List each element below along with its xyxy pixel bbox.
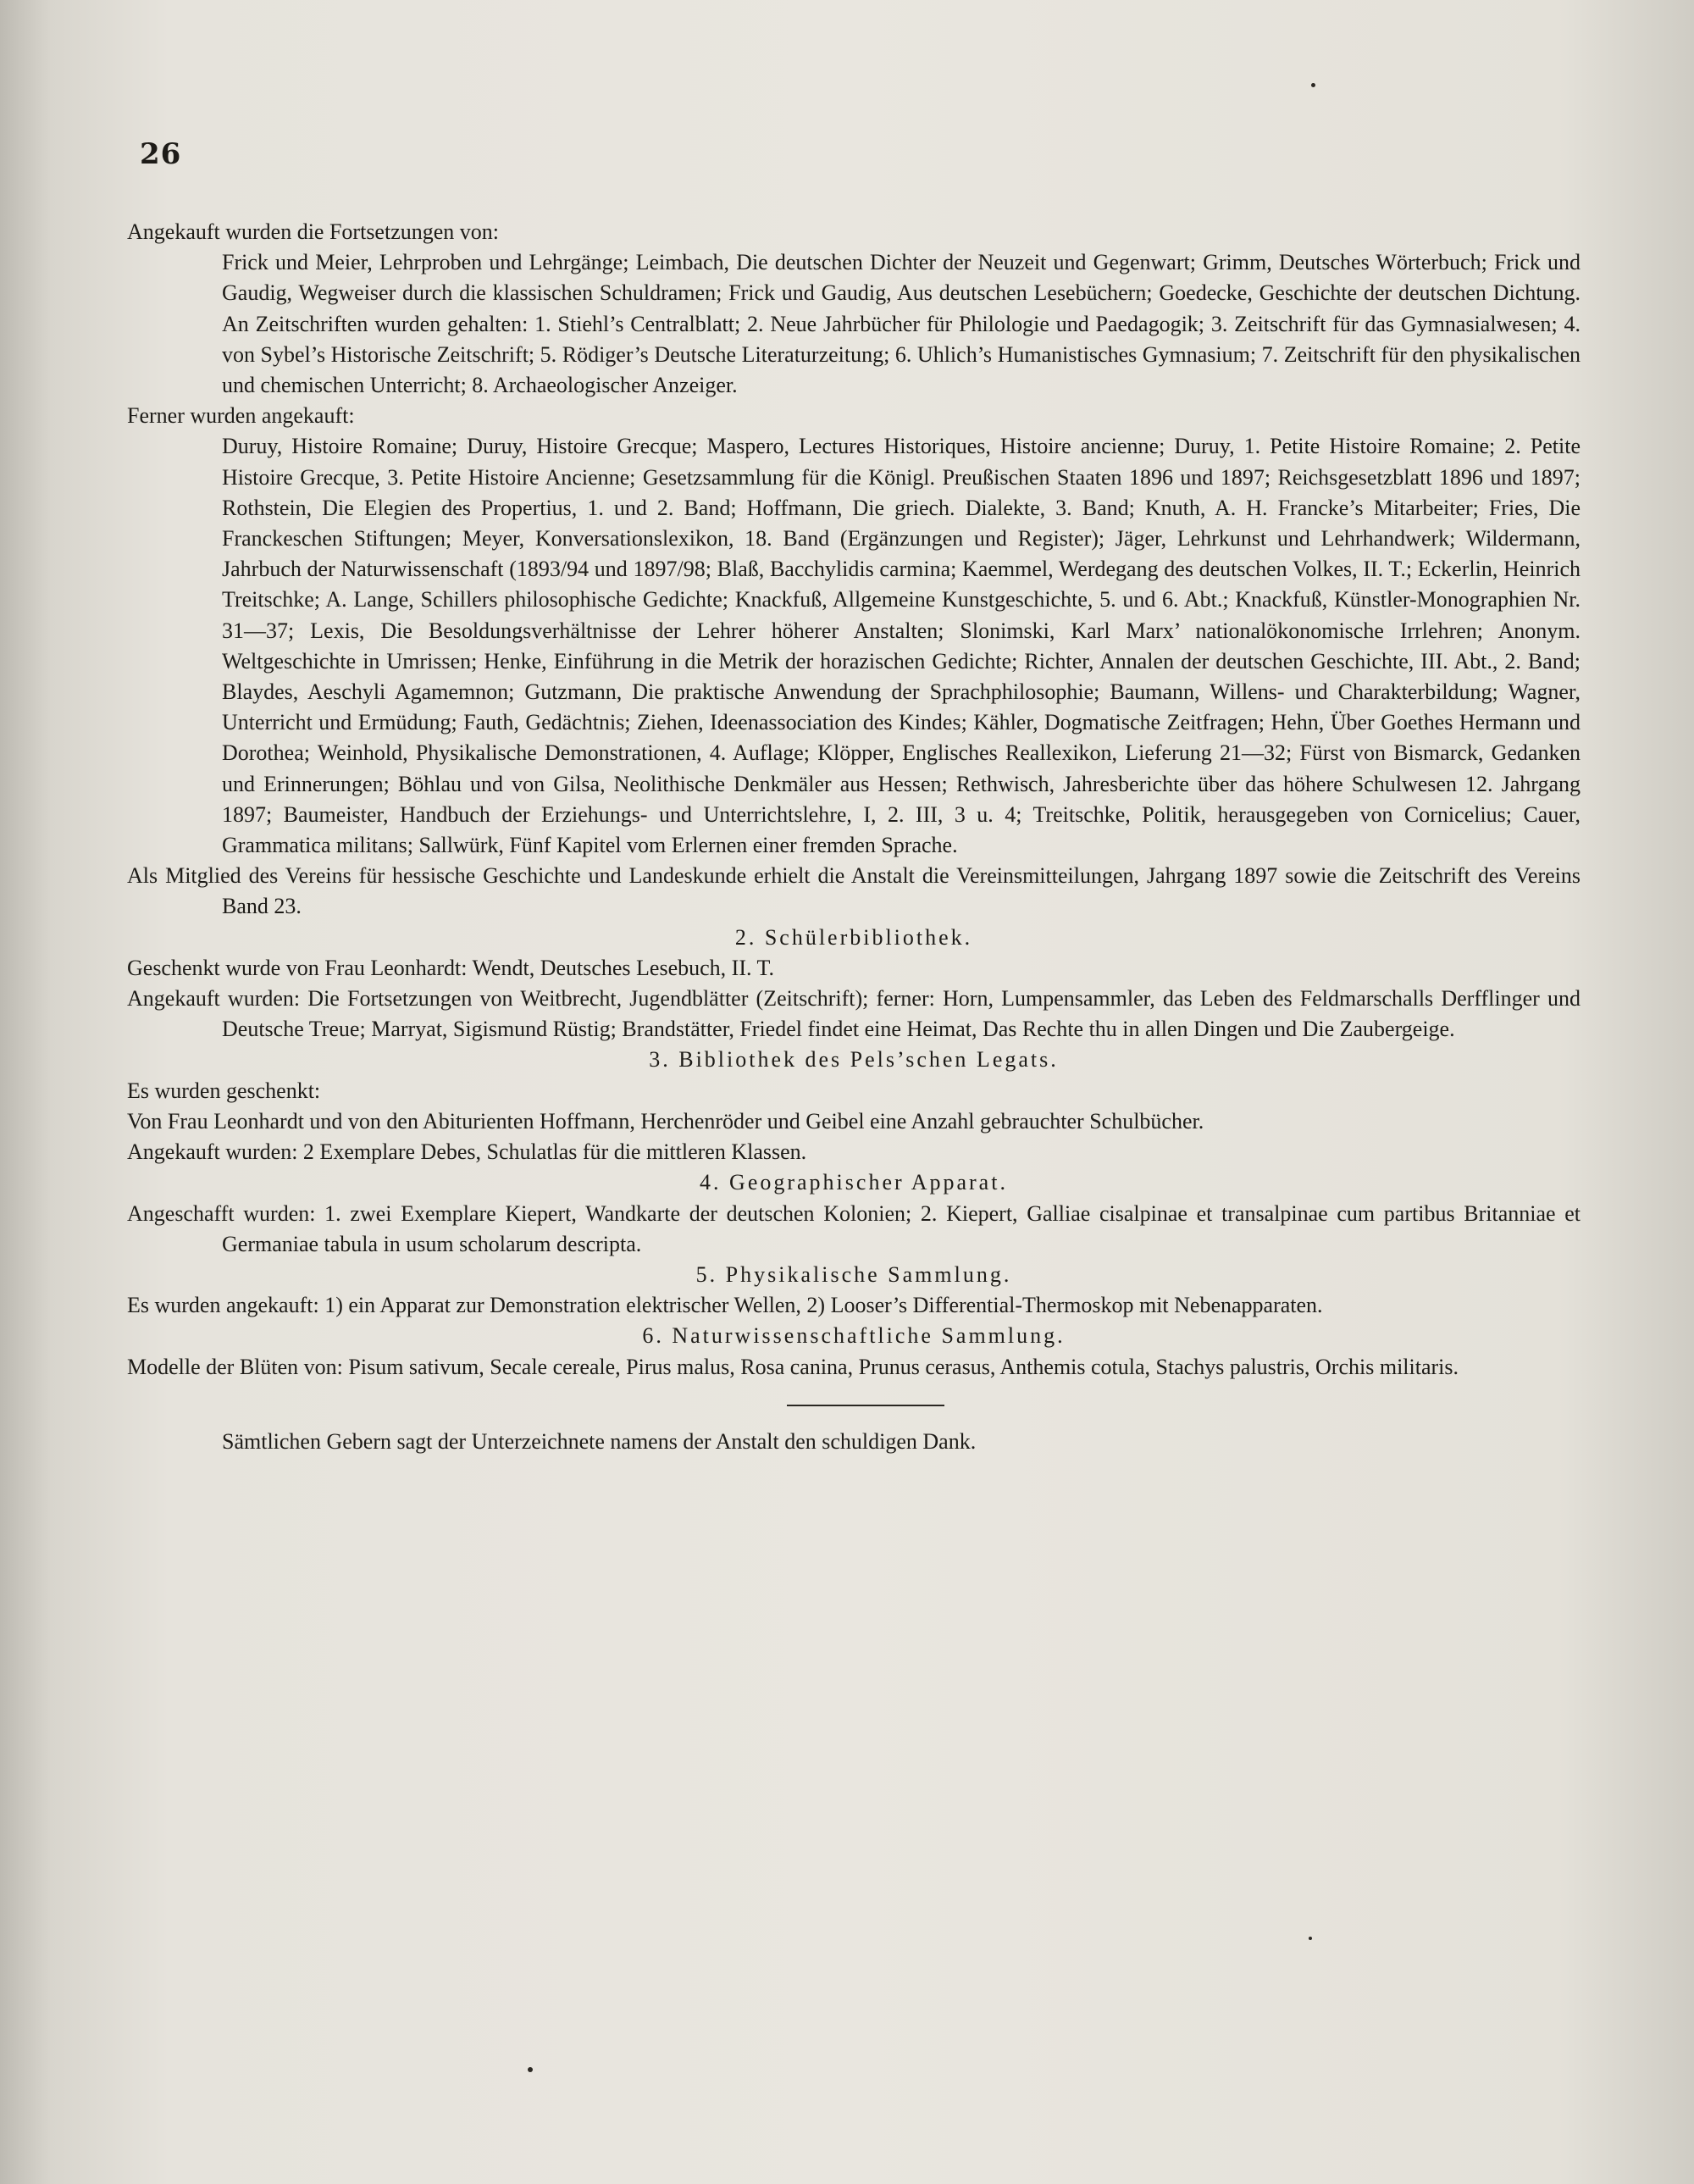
paragraph-intro-continuations: Angekauft wurden die Fortsetzungen von:	[127, 219, 500, 244]
paragraph-atlas-purchase: Angekauft wurden: 2 Exemplare Debes, Schulatlas für die mittleren Klassen.	[127, 1139, 807, 1165]
section-heading-pels-legat: 3. Bibliothek des Pels’schen Legats.	[649, 1047, 1059, 1073]
separator-rule	[787, 1405, 944, 1406]
section-heading-schuelerbibliothek: 2. Schülerbibliothek.	[734, 924, 973, 950]
print-speck	[1309, 1937, 1312, 1940]
paragraph-intro-further-purchases: Ferner wurden angekauft:	[127, 403, 355, 429]
paragraph-intro-gifts: Es wurden geschenkt:	[127, 1078, 321, 1103]
paragraph-physics-purchases: Es wurden angekauft: 1) ein Apparat zur Demonstration elektrischer Wellen, 2) Looser’s Differential-Thermoskop mit Nebenapparaten.	[127, 1293, 1323, 1318]
print-speck	[528, 2067, 533, 2072]
page-number: 26	[140, 137, 182, 171]
paragraph-gifts-list: Von Frau Leonhardt und von den Abiturienten Hoffmann, Herchenröder und Geibel eine Anzahl gebrauchter Schulbücher.	[127, 1108, 1204, 1134]
paragraph-student-library-purchases: Angekauft wurden: Die Fortsetzungen von Weitbrecht, Jugendblätter (Zeitschrift); ferner: Horn, Lumpensammler, das Leben des Feldmarschalls Derfflinger und Deutsche Treue; Marryat, Sigismund Rüstig; Brandstätter, Friedel findet eine Heimat, Das Rechte thu in allen Dingen und Die Zaubergeige.	[127, 986, 1581, 1042]
paragraph-continuations-list: Frick und Meier, Lehrproben und Lehrgänge; Leimbach, Die deutschen Dichter der Neuzeit und Gegenwart; Grimm, Deutsches Wörterbuch; Frick und Gaudig, Wegweiser durch die klassischen Schuldramen; Frick und Gaudig, Aus deutschen Lesebüchern; Goedecke, Geschichte der deutschen Dichtung. An Zeitschriften wurden gehalten: 1. Stiehl’s Centralblatt; 2. Neue Jahrbücher für Philologie und Paedagogik; 3. Zeitschrift für das Gymnasialwesen; 4. von Sybel’s Historische Zeitschrift; 5. Rödiger’s Deutsche Literaturzeitung; 6. Uhlich’s Humanistisches Gymnasium; 7. Zeitschrift für den physikalischen und chemischen Unterricht; 8. Archaeologischer Anzeiger.	[222, 250, 1581, 398]
paragraph-verein-membership: Als Mitglied des Vereins für hessische Geschichte und Landeskunde erhielt die Anstalt die Vereinsmitteilungen, Jahrgang 1897 sowie die Zeitschrift des Vereins Band 23.	[127, 863, 1581, 919]
section-heading-geographischer-apparat: 4. Geographischer Apparat.	[700, 1170, 1008, 1195]
paragraph-further-purchases-list: Duruy, Histoire Romaine; Duruy, Histoire Grecque; Maspero, Lectures Historiques, Histoire ancienne; Duruy, 1. Petite Histoire Romaine; 2. Petite Histoire Grecque, 3. Petite Histoire Ancienne; Gesetzsammlung für die Königl. Preußischen Staaten 1896 und 1897; Reichsgesetzblatt 1896 und 1897; Rothstein, Die Elegien des Propertius, 1. und 2. Band; Hoffmann, Die griech. Dialekte, 3. Band; Knuth, A. H. Francke’s Mitarbeiter; Fries, Die Franckeschen Stiftungen; Meyer, Konversationslexikon, 18. Band (Ergänzungen und Register); Jäger, Lehrkunst und Lehrhandwerk; Wildermann, Jahrbuch der Naturwissenschaft (1893/94 und 1897/98; Blaß, Bacchylidis carmina; Kaemmel, Werdegang des deutschen Volkes, II. T.; Eckerlin, Heinrich Treitschke; A. Lange, Schillers philosophische Gedichte; Knackfuß, Allgemeine Kunstgeschichte, 5. und 6. Abt.; Knackfuß, Künstler-Monographien Nr. 31—37; Lexis, Die Besoldungsverhältnisse der Lehrer höherer Anstalten; Slonimski, Karl Marx’ nationalökonomische Irrlehren; Anonym. Weltgeschichte in Umrissen; Henke, Einführung in die Metrik der horazischen Gedichte; Richter, Annalen der deutschen Geschichte, III. Abt., 2. Band; Blaydes, Aeschyli Agamemnon; Gutzmann, Die praktische Anwendung der Sprachphilosophie; Baumann, Willens- und Charakterbildung; Wagner, Unterricht und Ermüdung; Fauth, Gedächtnis; Ziehen, Ideenassociation des Kindes; Kähler, Dogmatische Zeitfragen; Hehn, Über Goethes Hermann und Dorothea; Weinhold, Physikalische Demonstrationen, 4. Auflage; Klöpper, Englisches Reallexikon, Lieferung 21—32; Fürst von Bismarck, Gedanken und Erinnerungen; Böhlau und von Gilsa, Neolithische Denkmäler aus Hessen; Rethwisch, Jahresberichte über das höhere Schulwesen 12. Jahrgang 1897; Baumeister, Handbuch der Erziehungs- und Unterrichtslehre, I, 2. III, 3 u. 4; Treitschke, Politik, herausgegeben von Cornicelius; Cauer, Grammatica militans; Sallwürk, Fünf Kapitel vom Erlernen einer fremden Sprache.	[222, 434, 1581, 858]
paragraph-geography-purchases: Angeschafft wurden: 1. zwei Exemplare Kiepert, Wandkarte der deutschen Kolonien; 2. Kiepert, Galliae cisalpinae et transalpinae cum partibus Britanniae et Germaniae tabula in usum scholarum descripta.	[127, 1200, 1581, 1256]
paragraph-flower-models: Modelle der Blüten von: Pisum sativum, Secale cereale, Pirus malus, Rosa canina, Prunus cerasus, Anthemis cotula, Stachys palustris, Orchis militaris.	[127, 1354, 1459, 1379]
page-body	[127, 217, 1581, 1457]
section-heading-naturwissenschaftliche-sammlung: 6. Naturwissenschaftliche Sammlung.	[642, 1323, 1066, 1349]
paragraph-gift-leonhardt: Geschenkt wurde von Frau Leonhardt: Wendt, Deutsches Lesebuch, II. T.	[127, 955, 774, 980]
print-speck	[1311, 83, 1315, 87]
paragraph-thanks: Sämtlichen Gebern sagt der Unterzeichnete namens der Anstalt den schuldigen Dank.	[222, 1428, 977, 1454]
section-heading-physikalische-sammlung: 5. Physikalische Sammlung.	[695, 1261, 1012, 1287]
